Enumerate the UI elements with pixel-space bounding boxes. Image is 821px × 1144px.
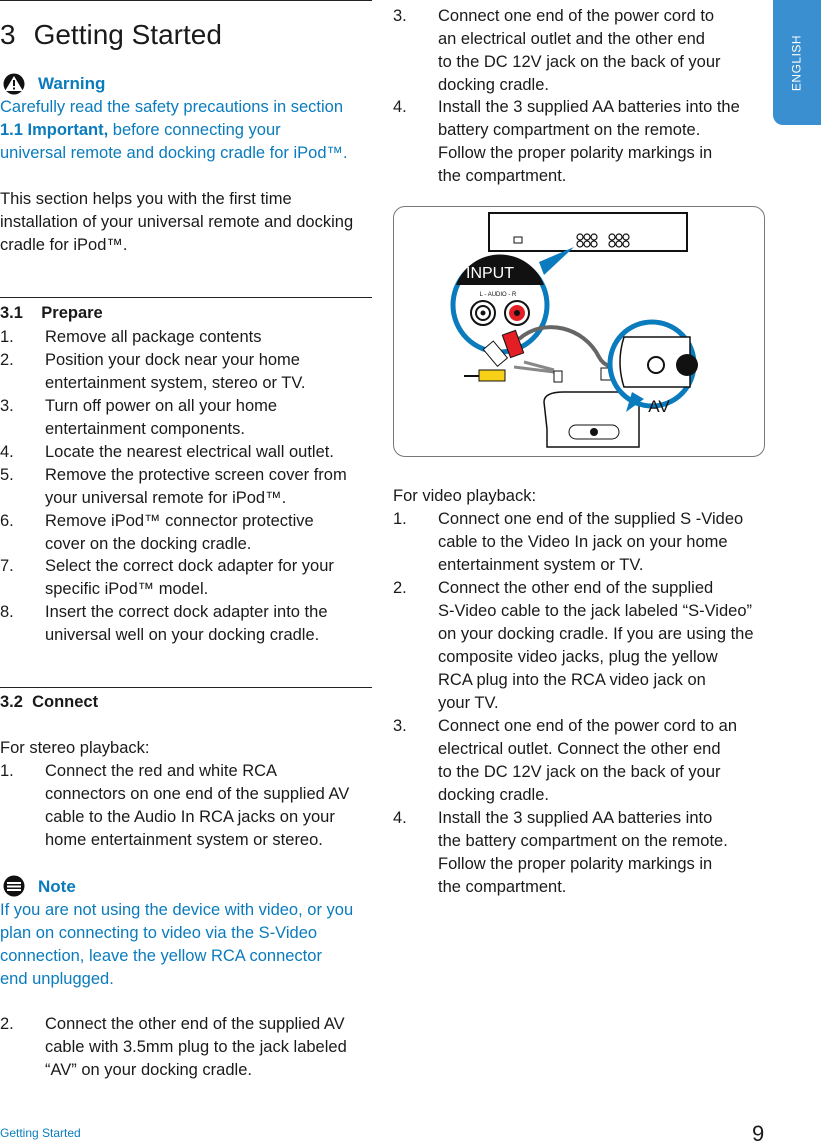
- language-tab: [773, 0, 821, 125]
- av-label: AV: [648, 397, 670, 416]
- list-number: 3.: [393, 7, 407, 25]
- list-item: Connect the other end of the supplied S-Video cable to the jack labeled “S-Video” on your docking cradle. If you are using the composite video jacks, plug the yellow RCA plug into the RCA video jack on your TV.: [438, 579, 754, 712]
- footer-section: Getting Started: [0, 1126, 81, 1140]
- list-number: 4.: [0, 443, 14, 461]
- list-item: Connect one end of the supplied S -Video cable to the Video In jack on your home entertainment system or TV.: [438, 510, 744, 574]
- list-item: Insert the correct dock adapter into the universal well on your docking cradle.: [45, 603, 328, 644]
- list-number: 8.: [0, 603, 14, 621]
- list-number: 5.: [0, 466, 14, 484]
- list-item: Remove iPod™ connector protective cover on the docking cradle.: [45, 512, 314, 553]
- list-number: 3.: [393, 717, 407, 735]
- warning-heading: Warning: [38, 74, 106, 93]
- divider: [0, 687, 372, 688]
- list-item: Remove the protective screen cover from your universal remote for iPod™.: [45, 466, 347, 507]
- list-item: Install the 3 supplied AA batteries into the battery compartment on the remote. Follow the proper polarity markings in the compartment.: [438, 98, 740, 185]
- list-item: Position your dock near your home entertainment system, stereo or TV.: [45, 351, 306, 392]
- list-number: 1.: [393, 510, 407, 528]
- list-item: Remove all package contents: [45, 328, 262, 346]
- list-item: Connect one end of the power cord to an electrical outlet. Connect the other end to the DC 12V jack on the back of your docking cradle.: [438, 717, 738, 804]
- page-title: [0, 17, 222, 53]
- list-item: Connect the other end of the supplied AV cable with 3.5mm plug to the jack labeled “AV” on your docking cradle.: [45, 1015, 347, 1079]
- language-label: ENGLISH: [789, 34, 804, 91]
- stereo-label: For stereo playback:: [0, 739, 150, 757]
- warning-text-a: Carefully read the safety precautions in section: [0, 98, 344, 116]
- warning-text-b: before connecting your universal remote and docking cradle for iPod™.: [0, 121, 348, 162]
- audio-label: L - AUDIO - R: [479, 292, 517, 298]
- intro-paragraph: This section helps you with the first time installation of your universal remote and docking cradle for iPod™.: [0, 190, 354, 254]
- list-number: 6.: [0, 512, 14, 530]
- list-item: Select the correct dock adapter for your specific iPod™ model.: [45, 557, 334, 598]
- warning-link-text: 1.1 Important,: [0, 121, 109, 139]
- list-item: Connect one end of the power cord to an electrical outlet and the other end to the DC 12V jack on the back of your docking cradle.: [438, 7, 721, 94]
- list-item: Turn off power on all your home entertainment components.: [45, 397, 278, 438]
- note-text: If you are not using the device with video, or you plan on connecting to video via the S-Video connection, leave the yellow RCA connector end unplugged.: [0, 901, 354, 988]
- video-label: For video playback:: [393, 487, 537, 505]
- page-number: 9: [752, 1121, 765, 1144]
- connection-diagram: [393, 206, 765, 457]
- section-heading-prepare: 3.1 Prepare: [0, 304, 103, 322]
- list-number: 3.: [0, 397, 14, 415]
- chapter-title: Getting Started: [33, 19, 222, 50]
- list-number: 4.: [393, 809, 407, 827]
- divider: [0, 297, 372, 298]
- note-heading: Note: [38, 877, 76, 896]
- list-number: 7.: [0, 557, 14, 575]
- input-label: INPUT: [466, 265, 514, 282]
- list-number: 2.: [0, 351, 14, 369]
- list-number: 1.: [0, 328, 14, 346]
- list-number: 2.: [393, 579, 407, 597]
- list-number: 1.: [0, 762, 14, 780]
- chapter-number: 3: [0, 19, 16, 50]
- list-item: Locate the nearest electrical wall outlet.: [45, 443, 334, 461]
- list-number: 4.: [393, 98, 407, 116]
- list-item: Connect the red and white RCA connectors on one end of the supplied AV cable to the Audio In RCA jacks on your home entertainment system or stereo.: [45, 762, 350, 849]
- divider: [0, 0, 372, 1]
- section-heading-connect: 3.2 Connect: [0, 693, 99, 711]
- list-number: 2.: [0, 1015, 14, 1033]
- list-item: Install the 3 supplied AA batteries into the battery compartment on the remote. Follow the proper polarity markings in the compartment.: [438, 809, 728, 896]
- warning-text: [0, 96, 348, 165]
